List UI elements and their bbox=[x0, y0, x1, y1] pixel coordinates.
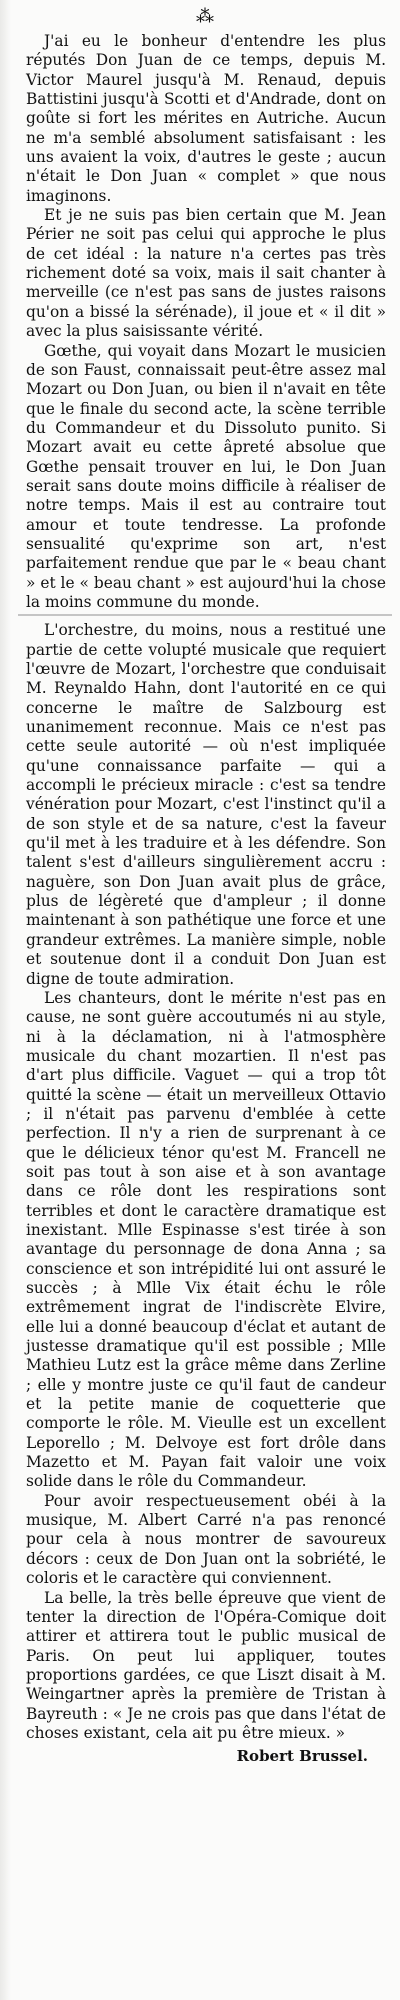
paragraph: La belle, la très belle épreuve que vient de tenter la direction de l'Opéra-Comique doit attirer et attirera tout le public musical de Paris. On peut lui appliquer, toutes proportions gardées, ce que Liszt disait à M. Weingartner après la première de Tristan à Bayreuth : « Je ne crois pas que dans l'état de choses existant, cela ait pu être mieux. » bbox=[26, 1588, 386, 1742]
paragraph: Gœthe, qui voyait dans Mozart le musicien de son Faust, connaissait peut-être assez mal Mozart ou Don Juan, ou bien il n'avait en tête que le finale du second acte, la scène terrible du Commandeur et du Dissoluto punito. Si Mozart avait eu cette âpreté absolue que Gœthe pensait trouver en lui, le Don Juan serait sans doute moins difficile à réaliser de notre temps. Mais il est au contraire tout amour et toute tendresse. La profonde sensualité qu'exprime son art, n'est parfaitement rendue que par le « beau chant » et le « beau chant » est aujourd'hui la chose la moins commune du monde. bbox=[26, 341, 386, 611]
paragraph: Et je ne suis pas bien certain que M. Jean Périer ne soit pas celui qui approche le plus de cet idéal : la nature n'a certes pas très richement doté sa voix, mais il sait chanter à merveille (ce n'est pas sans de justes raisons qu'on a bissé la sérénade), il joue et « il dit » avec la plus saisissante vérité. bbox=[26, 206, 386, 341]
paragraph: J'ai eu le bonheur d'entendre les plus réputés Don Juan de ce temps, depuis M. Victor Maurel jusqu'à M. Renaud, depuis Battistini jusqu'à Scotti et d'Andrade, dont on goûte si fort les mérites en Autriche. Aucun ne m'a semblé absolument satisfaisant : les uns avaient la voix, d'autres le geste ; aucun n'était le Don Juan « complet » que nous imaginons. bbox=[26, 32, 386, 205]
article-body-top bbox=[26, 32, 386, 612]
paragraph: L'orchestre, du moins, nous a restitué une partie de cette volupté musicale que requiert l'œuvre de Mozart, l'orchestre que conduisait M. Reynaldo Hahn, dont l'autorité en ce qui concerne le maître de Salzbourg est unanimement reconnue. Mais ce n'est pas cette seule autorité — où n'est impliquée qu'une connaissance parfaite — qui a accompli le précieux miracle : c'est sa tendre vénération pour Mozart, c'est l'instinct qu'il a de son style et de sa nature, c'est la faveur qu'il met à les traduire et à les défendre. Son talent s'est d'ailleurs singulièrement accru : naguère, son Don Juan avait plus de grâce, plus de légèreté que d'ampleur ; il donne maintenant à son pathétique une force et une grandeur extrêmes. La manière simple, noble et soutenue dont il a conduit Don Juan est digne de toute admiration. bbox=[26, 621, 386, 988]
asterism-ornament: ⁂ bbox=[196, 6, 216, 27]
clipping-seam bbox=[18, 614, 392, 616]
paragraph: Les chanteurs, dont le mérite n'est pas en cause, ne sont guère accoutumés ni au style, ni à la déclamation, ni à l'atmosphère musicale du chant mozartien. Il n'est pas d'art plus difficile. Vaguet — qui a trop tôt quitté la scène — était un merveilleux Ottavio ; il n'était pas parvenu d'emblée à cette perfection. Il n'y a rien de surprenant à ce que le délicieux ténor qu'est M. Francell ne soit pas tout à son aise et à son avantage dans ce rôle dont les respirations sont terribles et dont le caractère dramatique est inexistant. Mlle Espinasse s'est tirée à son avantage du personnage de dona Anna ; sa conscience et son intrépidité lui ont assuré le succès ; à Mlle Vix était échu le rôle extrêmement ingrat de l'indiscrète Elvire, elle lui a donné beaucoup d'éclat et autant de justesse dramatique qu'il est possible ; Mlle Mathieu Lutz est la grâce même dans Zerline ; elle y montre juste ce qu'il faut de candeur et la petite manie de coquetterie que comporte le rôle. M. Vieulle est un excellent Leporello ; M. Delvoye est fort drôle dans Mazetto et M. Payan fait valoir une voix solide dans le rôle du Commandeur. bbox=[26, 988, 386, 1491]
column-gutter bbox=[0, 0, 11, 2000]
paragraph: Pour avoir respectueusement obéi à la musique, M. Albert Carré n'a pas renoncé pour cela à nous montrer de savoureux décors : ceux de Don Juan ont la sobriété, le coloris et le caractère qui conviennent. bbox=[26, 1491, 386, 1588]
author-signature: Robert Brussel. bbox=[236, 1747, 368, 1766]
article-body-bottom bbox=[26, 621, 386, 1743]
